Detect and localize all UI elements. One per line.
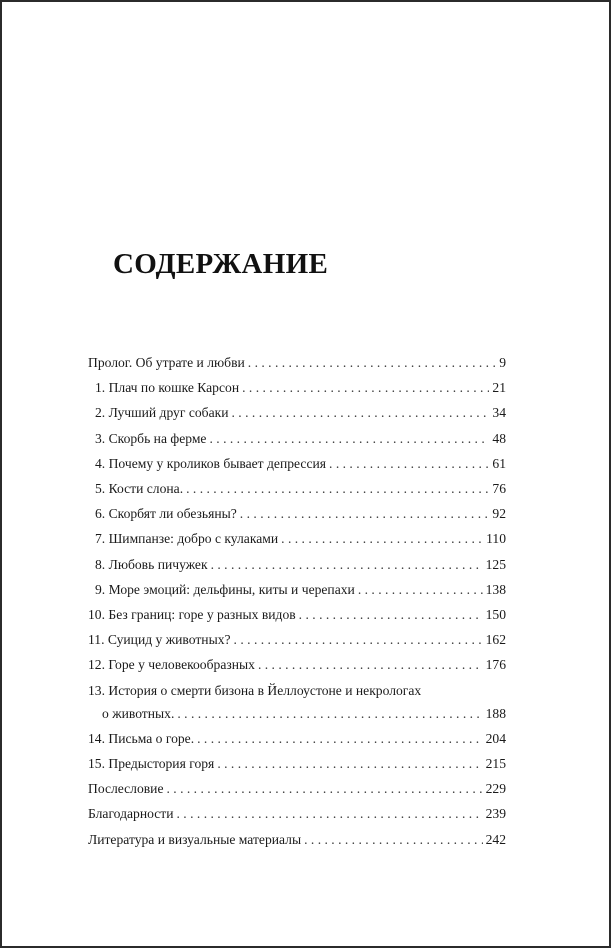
toc-entry — [88, 627, 506, 652]
toc-entry-page: 34 — [492, 405, 506, 421]
toc-entry — [88, 526, 506, 551]
toc-entry-page: 215 — [485, 756, 506, 772]
toc-entry-title: 12. Горе у человекообразных — [88, 657, 255, 673]
toc-entry — [88, 801, 506, 826]
toc-entry-title: 15. Предыстория горя — [88, 756, 215, 772]
dot-leader — [358, 577, 483, 602]
toc-entry-title: 9. Море эмоций: дельфины, киты и черепахи — [95, 581, 355, 597]
toc-entry — [88, 476, 506, 501]
dot-leader — [177, 801, 483, 826]
toc-entry — [88, 451, 506, 476]
toc-entry-title: 10. Без границ: горе у разных видов — [88, 607, 296, 623]
toc-entry — [88, 552, 506, 577]
toc-entry-title-continuation: о животных. — [102, 705, 175, 721]
toc-entry-title: Благодарности — [88, 806, 174, 822]
toc-entry-title: Пролог. Об утрате и любви — [88, 355, 245, 370]
dot-leader — [166, 776, 482, 801]
toc-entry — [88, 726, 506, 751]
toc-entry — [88, 776, 506, 801]
toc-entry — [88, 751, 506, 776]
toc-entry — [88, 375, 506, 400]
toc-entry-title: 7. Шимпанзе: добро с кулаками — [95, 531, 279, 547]
toc-entry-page: 92 — [492, 506, 506, 522]
dot-leader — [329, 451, 489, 476]
dot-leader — [242, 375, 489, 400]
dot-leader — [281, 526, 483, 551]
toc-entry-title: 5. Кости слона. — [95, 481, 184, 497]
toc-entry-page: 61 — [492, 455, 506, 471]
dot-leader — [232, 400, 490, 425]
toc-entry-page: 48 — [492, 430, 506, 446]
toc-entry-page: 138 — [485, 581, 506, 597]
toc-entry-page: 150 — [485, 607, 506, 623]
toc-entry-page: 242 — [485, 831, 506, 847]
toc-entry — [88, 350, 506, 375]
dot-leader — [211, 552, 483, 577]
toc-entry-title: 4. Почему у кроликов бывает депрессия — [95, 455, 327, 471]
toc-entry — [88, 602, 506, 627]
toc-entry — [88, 827, 506, 852]
toc-entry-title: 1. Плач по кошке Карсон — [95, 380, 240, 396]
dot-leader — [304, 827, 483, 852]
dot-leader — [177, 701, 482, 726]
dot-leader — [240, 501, 490, 526]
toc-entry-title: Литература и визуальные материалы — [88, 831, 302, 847]
toc-entry-page: 239 — [485, 806, 506, 822]
toc-entry-page: 125 — [485, 556, 506, 572]
toc-entry — [88, 400, 506, 425]
dot-leader — [209, 426, 489, 451]
toc-entry — [88, 681, 506, 726]
toc-entry-title: Послесловие — [88, 781, 164, 797]
toc-entry-page: 110 — [486, 531, 506, 547]
toc-entry-page: 9 — [499, 355, 506, 370]
toc-entry-title: 11. Суицид у животных? — [88, 632, 231, 648]
dot-leader — [299, 602, 483, 627]
toc-entry-title: 13. История о смерти бизона в Йеллоустоне и некрологах — [88, 682, 422, 698]
toc-entry-title: 6. Скорбят ли обезьяны? — [95, 506, 237, 522]
toc-entry-title: 14. Письма о горе. — [88, 730, 195, 746]
toc-entry-page: 188 — [485, 705, 506, 721]
dot-leader — [217, 751, 482, 776]
toc-entry-title: 3. Скорбь на ферме — [95, 430, 207, 446]
toc-entry-page: 176 — [485, 657, 506, 673]
toc-entry-page: 229 — [485, 781, 506, 797]
dot-leader — [186, 476, 489, 501]
toc-entry — [88, 501, 506, 526]
toc-entry — [88, 426, 506, 451]
toc-entry-page: 162 — [485, 632, 506, 648]
page-title: СОДЕРЖАНИЕ — [113, 248, 329, 280]
toc-entry — [88, 652, 506, 677]
toc-entry-page: 21 — [492, 380, 506, 396]
dot-leader — [258, 652, 483, 677]
dot-leader — [234, 627, 483, 652]
table-of-contents — [88, 350, 506, 852]
toc-entry-page: 204 — [485, 730, 506, 746]
dot-leader — [197, 726, 482, 751]
toc-entry-page: 76 — [492, 481, 506, 497]
toc-entry-title: 2. Лучший друг собаки — [95, 405, 229, 421]
dot-leader — [248, 350, 496, 375]
toc-entry-title: 8. Любовь пичужек — [95, 556, 208, 572]
toc-entry — [88, 577, 506, 602]
